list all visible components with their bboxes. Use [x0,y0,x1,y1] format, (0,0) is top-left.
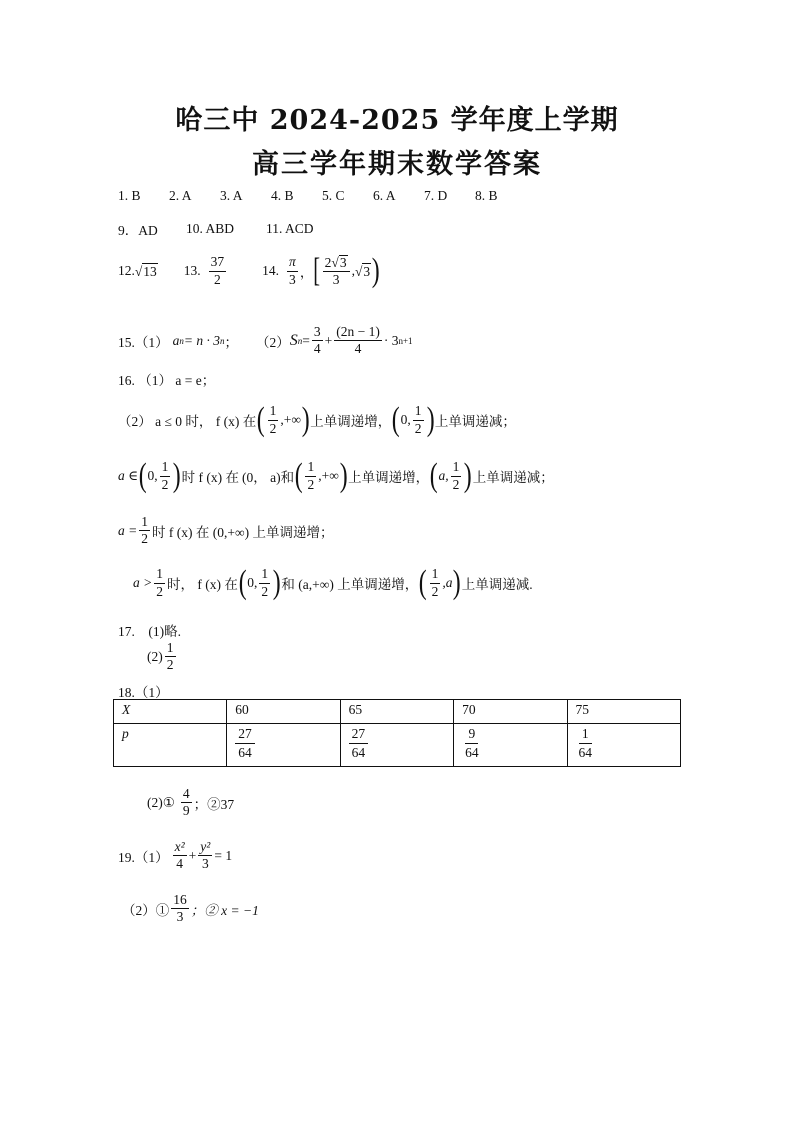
frac-num: 1 [451,460,462,476]
answer-18-part2 [147,787,234,818]
q16-case4-frac3 [430,567,441,598]
left-paren: ( [294,457,303,494]
q16-case1-frac [268,404,279,435]
left-paren: ( [238,564,247,601]
left-paren: ( [429,457,438,494]
q14-sqrt: √ 3 [354,263,371,279]
q16-case2-and: 和 [280,470,295,485]
table-header-cell: 70 [454,700,567,724]
answer-15 [118,325,413,356]
frac-num: 1 [430,567,441,583]
page-title-line2: 高三学年期末数学答案 [252,149,542,180]
frac-den: 2 [166,657,174,673]
table-cell [227,724,340,767]
table-header-cell: 65 [340,700,453,724]
q18-fraction [181,787,192,818]
q15-a: a [172,332,180,348]
q16-case3-frac [139,515,150,546]
q14-radicand: 3 [339,254,347,270]
mc-answer: 10. ABD [186,221,235,236]
q14-left-bracket: [ [313,252,321,289]
q16-case4-text: 时， f (x) 在 [167,577,238,592]
frac-num: 1 [139,515,150,531]
frac-den: 64 [578,744,593,760]
q15-f2-num: (2n − 1) [334,325,382,341]
mc-answer: 4. B [271,188,294,203]
frac-num: 1 [268,404,279,420]
answer-18-part1 [118,681,169,701]
q16-case3-text: 时 f (x) 在 (0,+∞) 上单调递增； [152,524,334,540]
q16-case4-frac [154,567,165,598]
frac-num: 9 [465,726,478,744]
q15-tail: · 3 [383,332,399,348]
q17-part1-text: 17. (1)略. [118,624,181,639]
q16-part1-text: 16. （1） a = e； [118,373,216,388]
mc-answer: 5. C [322,188,345,203]
q16-case1-frac2 [413,404,424,435]
right-paren: ) [173,457,181,494]
q15-part2-label: （2） [256,334,290,350]
q15-f1-den: 4 [313,341,321,357]
frac-den: 4 [176,856,184,872]
frac-num: x² [173,840,187,856]
answer-19-part1 [118,840,232,871]
frac-num: y² [198,840,212,856]
table-row-label: p [114,724,227,767]
frac-num: 1 [413,404,424,420]
frac-den: 2 [269,420,277,436]
q13-numerator: 37 [209,255,227,271]
left-paren: ( [391,401,400,438]
q14-separator: ， [299,265,314,280]
q16-case2-text: 时 f (x) 在 [181,470,240,485]
q16-case4-cond: a > [133,575,153,590]
frac-den: 2 [431,583,439,599]
q16-case3-cond: a = [118,522,138,538]
q16-case2-head: 0, [147,468,158,483]
q19-equals: = 1 [214,847,233,863]
q16-case2-interval: (0， a) [242,470,281,485]
mc-answer: 9．AD [118,223,158,238]
mc-answer: 7. D [424,188,448,203]
mc-answers-row2 [118,219,346,239]
q14-right-paren: ) [371,252,380,289]
q16-case2-frac3 [451,460,462,491]
right-paren: ) [464,457,473,494]
answer-16-part2-case4 [133,566,533,600]
table-cell [340,724,453,767]
q14-radicand2: 3 [363,263,371,279]
q17-fraction [165,641,176,672]
q13-fraction [209,255,227,286]
q19-tail: ；② x = −1 [190,902,259,918]
q15-equals: = [302,332,310,348]
q16-case4-dec: 上单调递减. [461,577,533,592]
q15-plus: + [324,332,333,348]
q19-plus: + [188,847,197,863]
q12-radicand: 13 [143,263,157,279]
frac-den: 2 [452,476,460,492]
q18-tail: ；②37 [193,796,235,812]
q13-denominator: 2 [214,271,221,287]
frac-num: 1 [160,460,171,476]
answer-16-part2-case2 [118,459,554,493]
frac-den: 2 [414,420,422,436]
q15-formula1: = n · 3 [183,332,220,348]
page-title-line1: 哈三中 2024-2025 学年度上学期 [175,105,619,136]
table-row [114,724,681,767]
q19-fraction [171,893,189,924]
q16-case1-inc: 上单调递增， [310,414,392,429]
table-row [114,700,681,724]
q17-part2-label: (2) [147,648,163,664]
q16-case2-head2: a, [438,468,449,483]
frac-den: 2 [141,531,148,547]
q15-fraction2 [334,325,382,356]
q16-case1-tail: ,+∞ [280,412,301,427]
frac-den: 64 [351,744,366,760]
frac-num: 1 [579,726,592,744]
q14-interval-denominator: 3 [332,272,340,287]
table-header-cell: 60 [227,700,340,724]
q16-case2-dec: 上单调递减； [472,470,554,485]
mc-answer: 8. B [475,188,498,203]
q15-a-sub: n [179,335,184,346]
answer-16-part2-case1 [118,403,516,437]
mc-answers-row1 [118,188,526,204]
table-cell [567,724,680,767]
q16-case2-inc: 上单调递增， [348,470,430,485]
q15-f1-num: 3 [312,325,323,341]
answer-19-part2 [122,893,259,924]
answer-16-part1 [118,369,215,389]
frac-num: 1 [305,460,316,476]
q16-case2-tail: ,+∞ [318,468,339,483]
q14-interval-numerator: 2√ 3 [323,255,350,272]
mc-answer: 1. B [118,188,141,203]
fill-answers-12-14 [118,254,380,288]
frac-den: 3 [201,856,209,872]
frac-num: 16 [171,893,189,909]
right-paren: ) [453,564,462,601]
table-header-cell: X [114,700,227,724]
q15-exp1: n [220,335,225,346]
frac-num: 1 [154,567,165,583]
q19-y-fraction [198,840,212,871]
answer-16-part2-case3 [118,515,333,546]
right-paren: ) [339,457,348,494]
q16-case4-tail: ,a [442,575,453,590]
q12-label: 12. [118,263,135,278]
q16-case2-frac [160,460,171,491]
frac-num: 1 [165,641,176,657]
q18-part1-label: 18.（1） [118,685,169,700]
q19-part2-label: （2）① [122,902,170,918]
q16-case1-text: （2） a ≤ 0 时， f (x) 在 [118,414,257,429]
frac-den: 9 [182,803,190,819]
answer-17-part1 [118,620,181,640]
q12-sqrt: √ 13 [134,263,157,279]
left-paren: ( [138,457,147,494]
q16-case2-cond: a ∈ [118,468,139,483]
q15-S: S [289,331,298,349]
q16-case4-head: 0, [247,575,258,590]
answer-17-part2 [147,641,178,672]
q14-denominator: 3 [289,271,296,287]
mc-answer: 11. ACD [266,221,314,236]
frac-den: 2 [156,583,163,599]
right-paren: ) [301,401,310,438]
q14-coef: 2 [324,254,332,270]
frac-den: 2 [307,476,315,492]
q15-S-sub: n [297,335,303,346]
frac-num: 1 [259,567,270,583]
q15-f2-den: 4 [354,341,362,357]
mc-answer: 6. A [373,188,396,203]
q14-comma: , [351,263,355,278]
frac-den: 64 [465,744,479,760]
q18-part2-label: (2)① [147,794,175,810]
q16-case1-head: 0, [400,412,411,427]
q15-label: 15.（1） [118,334,169,350]
q14-interval-fraction [323,255,350,287]
q14-numerator: π [287,255,298,271]
table-cell [454,724,567,767]
table-header-cell: 75 [567,700,680,724]
mc-answer: 3. A [220,188,243,203]
mc-answer: 2. A [169,188,192,203]
left-paren: ( [418,564,427,601]
right-paren: ) [426,401,435,438]
q13-label: 13. [183,263,201,278]
q15-fraction1 [312,325,323,356]
distribution-table [113,699,681,767]
frac-num: 27 [349,726,369,744]
frac-den: 2 [161,476,169,492]
q16-case4-frac2 [259,567,270,598]
q16-case1-dec: 上单调递减； [434,414,516,429]
frac-den: 64 [238,744,252,760]
q15-exp2: n+1 [398,335,413,346]
q16-case2-frac2 [305,460,316,491]
q14-fraction [287,255,298,286]
q16-case4-inc: 和 (a,+∞) 上单调递增， [281,577,419,592]
frac-den: 3 [176,909,184,925]
frac-den: 2 [261,583,269,599]
left-paren: ( [256,401,265,438]
q19-part1-label: 19.（1） [118,849,169,865]
q15-semicolon: ； [224,334,238,350]
q14-label: 14. [262,263,280,278]
right-paren: ) [272,564,281,601]
q19-x-fraction [173,840,187,871]
frac-num: 4 [181,787,192,803]
frac-num: 27 [235,726,255,744]
